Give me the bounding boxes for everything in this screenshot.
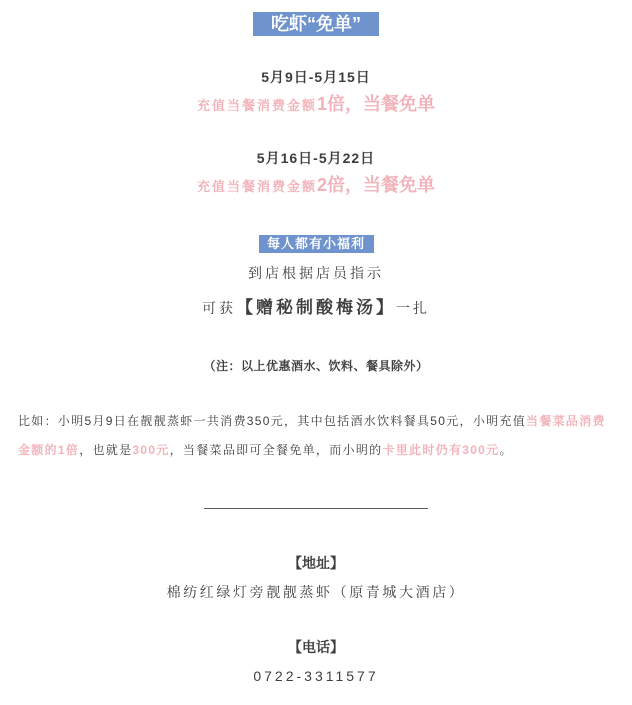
phone-label: 【电话】 (288, 639, 344, 655)
period-1-offer (0, 92, 632, 118)
period-2-dates: 5月16日-5月22日 (256, 150, 376, 166)
title-badge: 吃虾“免单” (253, 12, 379, 36)
example-highlight: 当餐菜品消费 (526, 414, 606, 428)
example-line-2 (18, 440, 513, 460)
phone-number: 0722-3311577 (253, 668, 379, 684)
example-highlight: 卡里此时仍有300元 (382, 443, 500, 457)
example-text: 。 (499, 443, 513, 457)
period-2-offer-prefix: 充值当餐消费金额 (196, 179, 317, 194)
gift-prefix: 可获 (202, 300, 236, 316)
example-text: ，也就是 (79, 443, 133, 457)
period-1-offer-prefix: 充值当餐消费金额 (196, 98, 317, 113)
period-2-offer (0, 173, 632, 199)
period-2-offer-highlight: 2倍，当餐免单 (317, 175, 436, 195)
title-row (0, 12, 632, 36)
address-text: 棉纺红绿灯旁靓靓蒸虾（原青城大酒店） (166, 584, 466, 600)
gift-suffix: 一扎 (396, 300, 430, 316)
example-text: ，当餐菜品即可全餐免单，而小明的 (169, 443, 383, 457)
divider: ———————————————— (204, 499, 428, 515)
address-label: 【地址】 (288, 555, 344, 571)
example-highlight: 300元 (132, 443, 170, 457)
period-1-offer-highlight: 1倍，当餐免单 (317, 94, 436, 114)
bonus-gift (0, 295, 632, 321)
bonus-badge: 每人都有小福利 (259, 235, 374, 253)
period-1-dates: 5月9日-5月15日 (261, 69, 371, 85)
example-text: 比如：小明5月9日在靓靓蒸虾一共消费350元，其中包括酒水饮料餐具50元，小明充值 (18, 414, 527, 428)
example-line-1 (18, 411, 606, 431)
bonus-instruction: 到店根据店员指示 (248, 265, 384, 281)
exclusion-note: （注：以上优惠酒水、饮料、餐具除外） (203, 359, 429, 373)
bonus-row (0, 235, 632, 253)
gift-highlight: 【赠秘制酸梅汤】 (236, 298, 396, 317)
example-highlight: 金额的1倍 (18, 443, 80, 457)
